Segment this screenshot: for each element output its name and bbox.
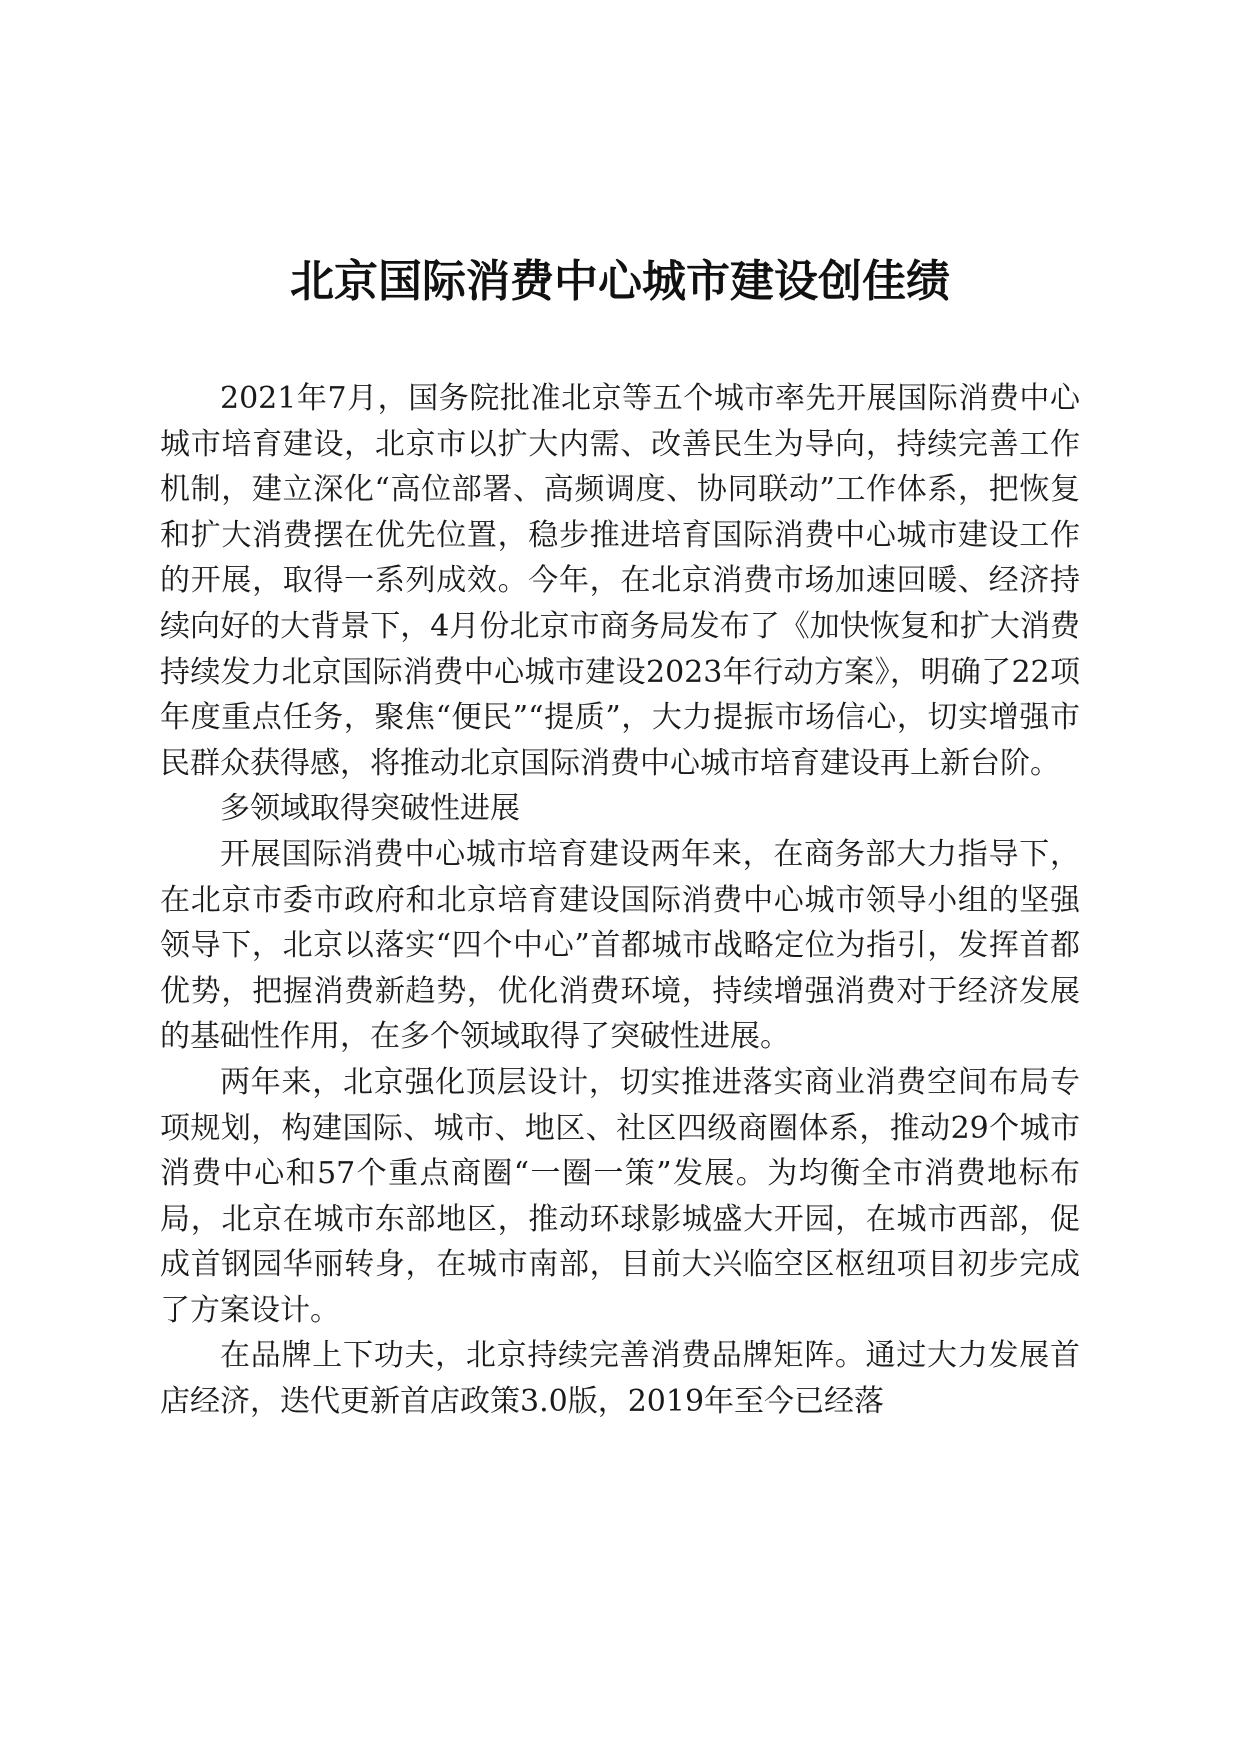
section-heading: 多领域取得突破性进展 <box>220 791 520 827</box>
document-body <box>160 376 1080 1425</box>
section-paragraph-2: 两年来，北京强化顶层设计，切实推进落实商业消费空间布局专项规划，构建国际、城市、地区、社区四级商圈体系，推动29个城市消费中心和57个重点商圈“一圈一策”发展。为均衡全市消费地标布局，北京在城市东部地区，推动环球影城盛大开园，在城市西部，促成首钢园华丽转身，在城市南部，目前大兴临空区枢纽项目初步完成了方案设计。 <box>160 1064 1080 1328</box>
document-title: 北京国际消费中心城市建设创佳绩 <box>290 256 950 307</box>
section-paragraph-1: 开展国际消费中心城市培育建设两年来，在商务部大力指导下，在北京市委市政府和北京培育建设国际消费中心城市领导小组的坚强领导下，北京以落实“四个中心”首都城市战略定位为指引，发挥首都优势，把握消费新趋势，优化消费环境，持续增强消费对于经济发展的基础性作用，在多个领域取得了突破性进展。 <box>160 836 1080 1055</box>
intro-paragraph: 2021年7月，国务院批准北京等五个城市率先开展国际消费中心城市培育建设，北京市以扩大内需、改善民生为导向，持续完善工作机制，建立深化“高位部署、高频调度、协同联动”工作体系，把恢复和扩大消费摆在优先位置，稳步推进培育国际消费中心城市建设工作的开展，取得一系列成效。今年，在北京消费市场加速回暖、经济持续向好的大背景下，4月份北京市商务局发布了《加快恢复和扩大消费持续发力北京国际消费中心城市建设2023年行动方案》，明确了22项年度重点任务，聚焦“便民”“提质”，大力提振市场信心，切实增强市民群众获得感，将推动北京国际消费中心城市培育建设再上新台阶。 <box>160 381 1080 781</box>
section-paragraph-3: 在品牌上下功夫，北京持续完善消费品牌矩阵。通过大力发展首店经济，迭代更新首店政策3.0版，2019年至今已经落 <box>160 1338 1080 1420</box>
